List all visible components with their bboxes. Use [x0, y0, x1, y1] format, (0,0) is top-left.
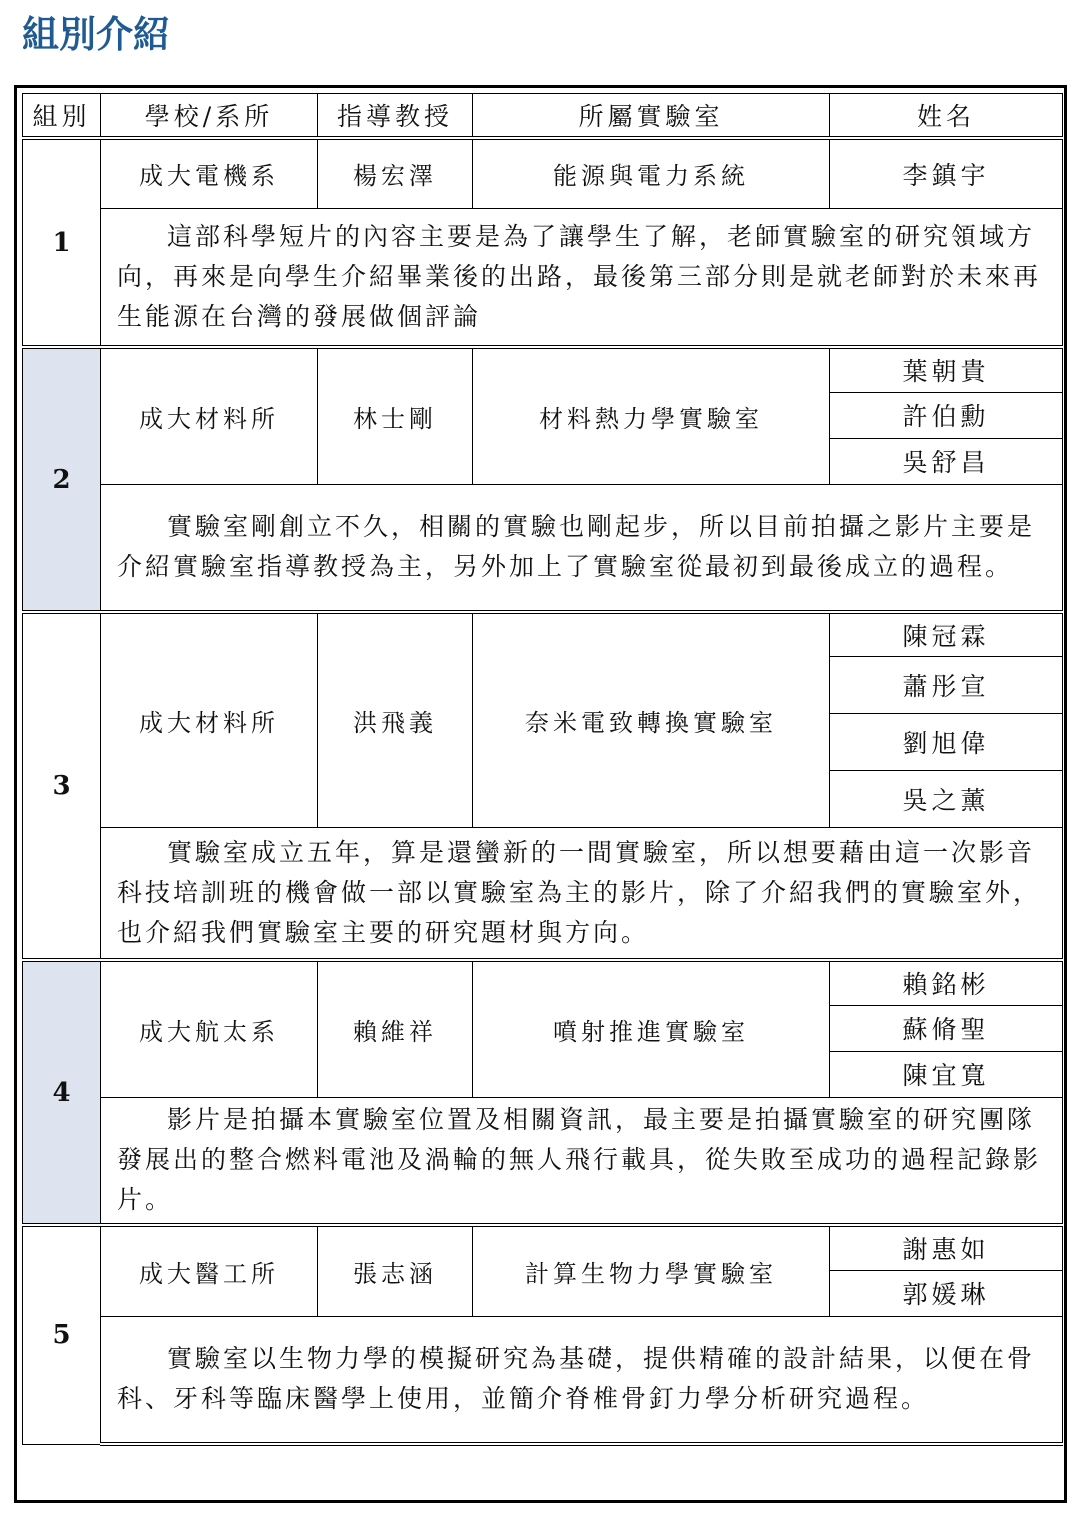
group-4-school: 成大航太系: [101, 960, 318, 1097]
group-3-lab: 奈米電致轉換實驗室: [473, 612, 830, 827]
group-2-info-row: [23, 347, 1063, 392]
header-group: 組別: [23, 94, 101, 139]
group-3-member: 蕭彤宣: [830, 656, 1063, 713]
group-5-advisor: 張志涵: [318, 1225, 473, 1316]
page-title: 組別介紹: [22, 13, 170, 56]
group-5-member: 郭媛琳: [830, 1270, 1063, 1316]
group-5-lab: 計算生物力學實驗室: [473, 1225, 830, 1316]
group-3-advisor: 洪飛義: [318, 612, 473, 827]
header-school: 學校/系所: [101, 94, 318, 139]
group-1-desc-row: [23, 208, 1063, 347]
group-3-info-row: [23, 612, 1063, 656]
group-3-desc-row: [23, 827, 1063, 960]
group-5-info-row: [23, 1225, 1063, 1270]
group-3-member: 吳之薰: [830, 770, 1063, 827]
group-2-advisor: 林士剛: [318, 347, 473, 484]
group-2-member: 葉朝貴: [830, 347, 1063, 392]
group-5-number: 5: [23, 1225, 101, 1444]
group-1-lab: 能源與電力系統: [473, 138, 830, 208]
header-row: [23, 94, 1063, 139]
group-2-number: 2: [23, 347, 101, 612]
group-table: [22, 93, 1063, 1446]
group-5-desc-row: [23, 1316, 1063, 1444]
group-4-lab: 噴射推進實驗室: [473, 960, 830, 1097]
group-2-school: 成大材料所: [101, 347, 318, 484]
group-5-description: 實驗室以生物力學的模擬研究為基礎，提供精確的設計結果，以便在骨科、牙科等臨床醫學上使用，並簡介脊椎骨釘力學分析研究過程。: [101, 1316, 1063, 1444]
group-1-info-row: [23, 138, 1063, 208]
group-1-member: 李鎮宇: [830, 138, 1063, 208]
group-3-member: 劉旭偉: [830, 713, 1063, 770]
group-4-info-row: [23, 960, 1063, 1005]
group-4-member: 賴銘彬: [830, 960, 1063, 1005]
group-2-desc-row: [23, 484, 1063, 612]
header-name: 姓名: [830, 94, 1063, 139]
group-4-member: 蘇脩聖: [830, 1005, 1063, 1051]
header-advisor: 指導教授: [318, 94, 473, 139]
group-4-number: 4: [23, 960, 101, 1225]
group-2-member: 吳舒昌: [830, 438, 1063, 484]
group-2-lab: 材料熱力學實驗室: [473, 347, 830, 484]
group-2-description: 實驗室剛創立不久，相關的實驗也剛起步，所以目前拍攝之影片主要是介紹實驗室指導教授為主，另外加上了實驗室從最初到最後成立的過程。: [101, 484, 1063, 612]
group-3-description: 實驗室成立五年，算是還蠻新的一間實驗室，所以想要藉由這一次影音科技培訓班的機會做一部以實驗室為主的影片，除了介紹我們的實驗室外，也介紹我們實驗室主要的研究題材與方向。: [101, 827, 1063, 960]
group-4-description: 影片是拍攝本實驗室位置及相關資訊，最主要是拍攝實驗室的研究團隊發展出的整合燃料電池及渦輪的無人飛行載具，從失敗至成功的過程記錄影片。: [101, 1097, 1063, 1225]
group-1-number: 1: [23, 138, 101, 347]
header-lab: 所屬實驗室: [473, 94, 830, 139]
group-1-description: 這部科學短片的內容主要是為了讓學生了解，老師實驗室的研究領域方向，再來是向學生介紹畢業後的出路，最後第三部分則是就老師對於未來再生能源在台灣的發展做個評論: [101, 208, 1063, 347]
group-1-school: 成大電機系: [101, 138, 318, 208]
group-3-number: 3: [23, 612, 101, 960]
group-3-member: 陳冠霖: [830, 612, 1063, 656]
group-1-advisor: 楊宏澤: [318, 138, 473, 208]
group-4-desc-row: [23, 1097, 1063, 1225]
group-5-member: 謝惠如: [830, 1225, 1063, 1270]
group-2-member: 許伯勳: [830, 392, 1063, 438]
group-4-member: 陳宜寬: [830, 1051, 1063, 1097]
group-4-advisor: 賴維祥: [318, 960, 473, 1097]
group-5-school: 成大醫工所: [101, 1225, 318, 1316]
group-3-school: 成大材料所: [101, 612, 318, 827]
